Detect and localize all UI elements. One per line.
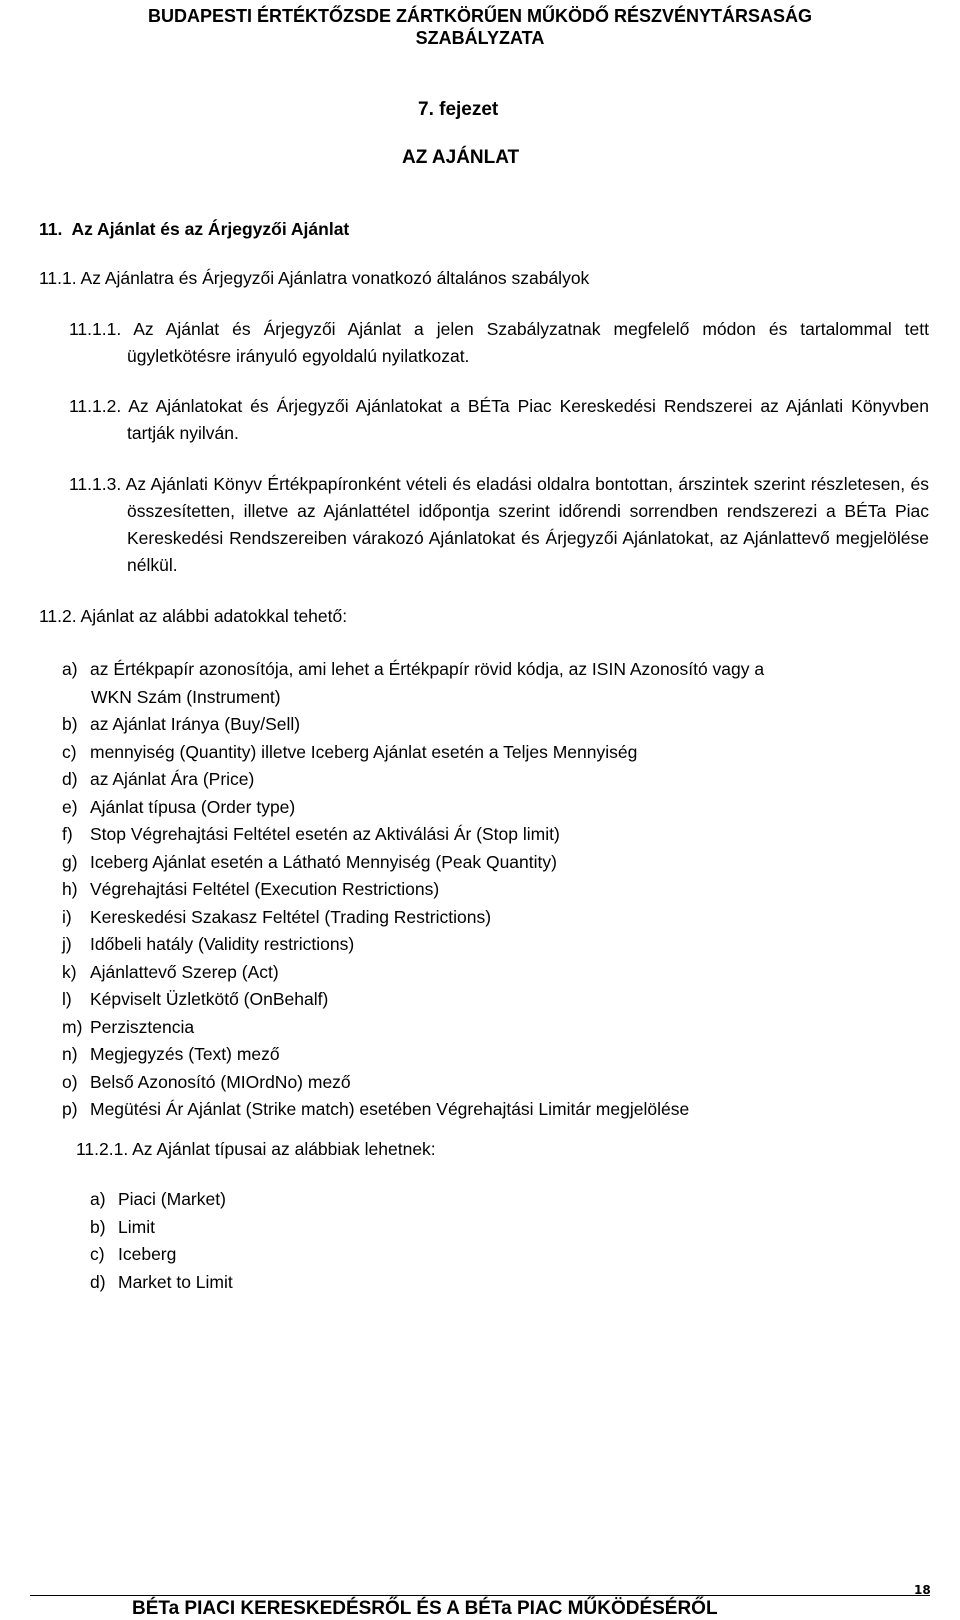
list-letter: j) [62,934,72,954]
paragraph-number: 11.1.1. [69,319,122,339]
paragraph-number: 11.1.3. [69,474,122,494]
list-item [62,821,932,849]
list-text: Market to Limit [118,1271,233,1292]
paragraph-11-1-3 [69,471,929,579]
list-letter: e) [62,796,78,817]
list-letter: m) [62,1016,83,1037]
list-text: Kereskedési Szakasz Feltétel (Trading Restrictions) [90,906,492,927]
list-letter: p) [62,1099,78,1119]
list-text: Megütési Ár Ajánlat (Strike match) esetében Végrehajtási Limitár megjelölése [90,1099,690,1119]
list-text: Végrehajtási Feltétel (Execution Restrictions) [90,879,440,899]
list-item [62,1041,932,1069]
list-item [90,1269,490,1297]
list-item [62,1096,932,1124]
list-item [62,739,932,767]
list-letter: f) [62,824,73,844]
document-header-line1: BUDAPESTI ÉRTÉKTŐZSDE ZÁRTKÖRŰEN MŰKÖDŐ RÉSZVÉNYTÁRSASÁG [147,6,813,26]
paragraph-text: Az Ajánlati Könyv Értékpapíronként vételi és eladási oldalra bontottan, árszintek szerint részletesen, és összesítetten, illetve az Ajánlattétel időpontja szerint időrendi sorrendben rendszerezi a BÉTa Piac Kereskedési Rendszereiben várakozó Ajánlatokat és Árjegyzői Ajánlatokat, az Ajánlattevő megjelölése nélkül. [125,474,929,575]
section-number: 11. [39,219,63,239]
list-letter: h) [62,879,78,899]
document-header-line2: SZABÁLYZATA [415,28,545,48]
list-text: Limit [118,1216,155,1237]
list-text: Perzisztencia [90,1016,195,1037]
clause-text: Ajánlat az alábbi adatokkal tehető: [80,606,348,626]
subsection-number: 11.1. [39,268,77,288]
paragraph-text: Az Ajánlat és Árjegyzői Ajánlat a jelen Szabályzatnak megfelelő módon és tartalommal tett ügyletkötésre irányuló egyoldalú nyilatkozat. [127,319,929,366]
list-letter: l) [62,989,72,1009]
list-letter: k) [62,961,77,982]
subsection-title: Az Ajánlatra és Árjegyzői Ajánlatra vonatkozó általános szabályok [80,268,590,288]
clause-number: 11.2. [39,606,77,626]
list-letter: i) [62,906,72,927]
list-text: Stop Végrehajtási Feltétel esetén az Aktiválási Ár (Stop limit) [90,824,560,844]
paragraph-text: Az Ajánlatokat és Árjegyzői Ajánlatokat a BÉTa Piac Kereskedési Rendszerei az Ajánlati Könyvben tartják nyilván. [127,396,929,443]
clause-11-2 [39,603,347,630]
list-text: az Ajánlat Iránya (Buy/Sell) [90,714,301,734]
clause-11-2-1 [76,1136,436,1163]
order-types-list [90,1186,490,1296]
list-text: Időbeli hatály (Validity restrictions) [90,934,355,954]
footer-title: BÉTa PIACI KERESKEDÉSRŐL ÉS A BÉTa PIAC MŰKÖDÉSÉRŐL [132,1598,718,1619]
list-letter: c) [62,741,77,762]
list-item [62,876,932,904]
list-text: Iceberg Ajánlat esetén a Látható Mennyiség (Peak Quantity) [90,851,557,872]
paragraph-number: 11.1.2. [69,396,122,416]
list-item [62,656,932,684]
subsection-heading [39,265,589,292]
list-letter: d) [90,1271,106,1292]
list-letter: a) [90,1189,106,1209]
chapter-title: AZ AJÁNLAT [402,147,520,168]
list-letter: d) [62,769,78,789]
order-data-list [62,656,932,1124]
list-item [90,1241,490,1269]
list-text: Képviselt Üzletkötő (OnBehalf) [90,989,329,1009]
list-letter: o) [62,1071,78,1092]
section-title: Az Ajánlat és az Árjegyzői Ajánlat [71,219,350,239]
list-letter: g) [62,851,78,872]
footer-divider [30,1595,930,1596]
chapter-number: 7. fejezet [418,99,499,120]
list-letter: c) [90,1244,105,1264]
list-text: Ajánlat típusa (Order type) [90,796,296,817]
list-text: Megjegyzés (Text) mező [90,1044,280,1064]
list-item [62,931,932,959]
list-text: Iceberg [118,1244,177,1264]
list-letter: b) [90,1216,106,1237]
list-item [62,986,932,1014]
list-text: mennyiség (Quantity) illetve Iceberg Ajánlat esetén a Teljes Mennyiség [90,741,638,762]
list-item [62,711,932,739]
list-item [62,794,932,822]
list-item [62,849,932,877]
list-text: Ajánlattevő Szerep (Act) [90,961,279,982]
list-text: az Ajánlat Ára (Price) [90,769,255,789]
list-item-continuation: WKN Szám (Instrument) [91,686,281,707]
list-text: Belső Azonosító (MIOrdNo) mező [90,1071,351,1092]
page-number: 18 [914,1583,931,1597]
paragraph-11-1-2 [69,393,929,447]
list-item [62,904,932,932]
list-item [90,1214,490,1242]
list-item [62,1069,932,1097]
list-item [62,766,932,794]
list-letter: a) [62,659,78,679]
clause-text: Az Ajánlat típusai az alábbiak lehetnek: [132,1139,436,1159]
list-letter: n) [62,1044,78,1064]
section-heading [39,216,349,243]
list-text: Piaci (Market) [118,1189,226,1209]
list-item [62,1014,932,1042]
clause-number: 11.2.1. [76,1139,129,1159]
list-text: az Értékpapír azonosítója, ami lehet a Értékpapír rövid kódja, az ISIN Azonosító vagy a [90,659,765,679]
list-item [90,1186,490,1214]
list-item [62,959,932,987]
list-letter: b) [62,714,78,734]
paragraph-11-1-1 [69,316,929,370]
